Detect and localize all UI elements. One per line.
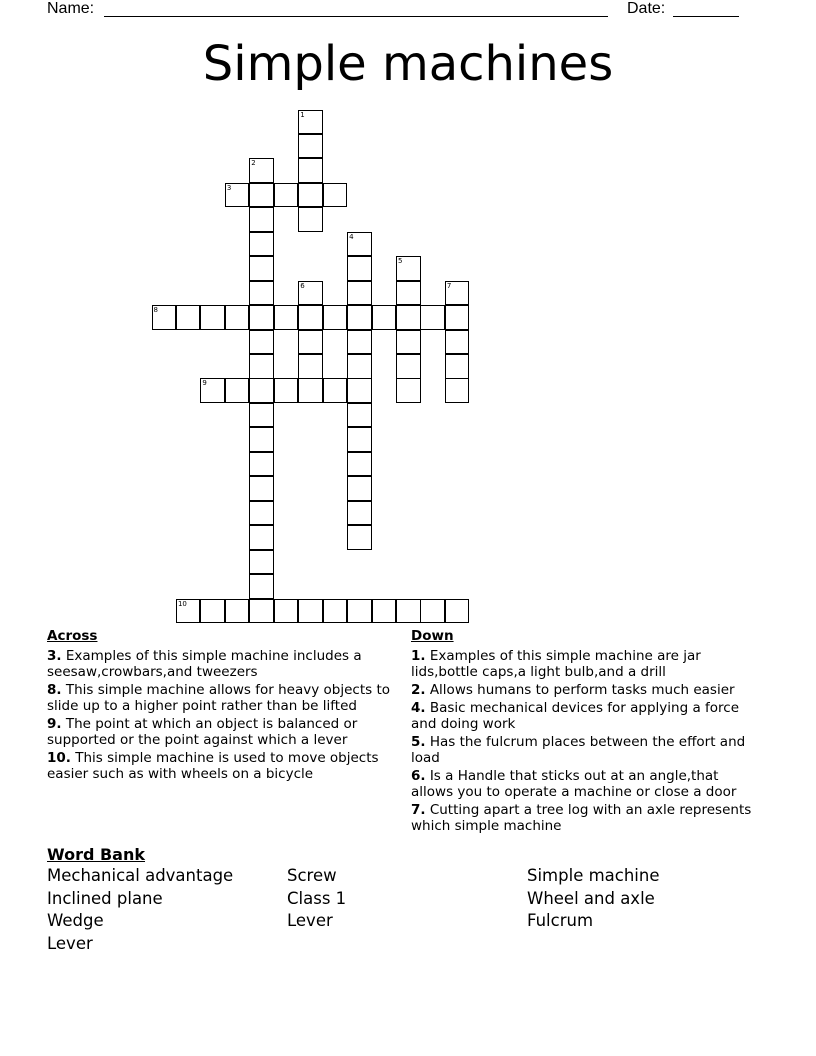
grid-cell[interactable] (323, 378, 348, 403)
grid-cell[interactable] (396, 330, 421, 355)
across-clue (47, 716, 399, 748)
grid-cell[interactable] (152, 305, 177, 330)
grid-cell[interactable] (249, 207, 274, 232)
down-clues (411, 628, 761, 836)
grid-cell[interactable] (347, 330, 372, 355)
down-clue (411, 802, 761, 834)
grid-cell[interactable] (298, 354, 323, 379)
grid-cell[interactable] (225, 599, 250, 624)
clue-text: Has the fulcrum places between the effort and load (411, 734, 746, 766)
clue-number-label: 9. (47, 716, 62, 732)
word-bank-word: Class 1 (287, 888, 347, 908)
grid-cell[interactable] (249, 452, 274, 477)
grid-cell[interactable] (249, 574, 274, 599)
grid-cell[interactable] (396, 305, 421, 330)
grid-cell[interactable] (347, 525, 372, 550)
grid-cell[interactable] (298, 110, 323, 135)
grid-cell[interactable] (298, 378, 323, 403)
clue-number-label: 10. (47, 750, 71, 766)
grid-cell[interactable] (445, 599, 470, 624)
word-bank-word: Wheel and axle (527, 888, 655, 908)
grid-cell[interactable] (249, 330, 274, 355)
grid-cell[interactable] (372, 599, 397, 624)
grid-cell[interactable] (200, 378, 225, 403)
clue-text: Examples of this simple machine includes a seesaw,crowbars,and tweezers (47, 648, 362, 680)
grid-cell[interactable] (274, 183, 299, 208)
clue-number-label: 4. (411, 700, 426, 716)
grid-cell[interactable] (445, 330, 470, 355)
grid-cell[interactable] (396, 256, 421, 281)
down-clue (411, 700, 761, 732)
grid-cell[interactable] (347, 452, 372, 477)
across-heading: Across (47, 628, 98, 644)
grid-cell[interactable] (249, 599, 274, 624)
grid-cell[interactable] (347, 281, 372, 306)
clue-text: Is a Handle that sticks out at an angle,that allows you to operate a machine or close a door (411, 768, 737, 800)
clue-number: 9 (202, 379, 207, 388)
word-bank-word: Simple machine (527, 866, 660, 885)
grid-cell[interactable] (298, 281, 323, 306)
grid-cell[interactable] (176, 599, 201, 624)
grid-cell[interactable] (274, 378, 299, 403)
grid-cell[interactable] (323, 599, 348, 624)
clue-number-label: 7. (411, 802, 426, 818)
grid-cell[interactable] (445, 378, 470, 403)
across-clue-list (47, 648, 399, 782)
word-bank-word: Fulcrum (527, 911, 594, 930)
clue-text: This simple machine is used to move objects easier such as with wheels on a bicycle (47, 750, 379, 782)
grid-cell[interactable] (249, 232, 274, 257)
word-bank-word: Mechanical advantage (47, 866, 234, 885)
grid-cell[interactable] (225, 183, 250, 208)
grid-cell[interactable] (396, 354, 421, 379)
across-clue (47, 648, 399, 680)
grid-cell[interactable] (249, 183, 274, 208)
grid-cell[interactable] (249, 550, 274, 575)
clue-number: 1 (300, 110, 305, 119)
word-bank-word: Lever (287, 911, 333, 930)
grid-cell[interactable] (249, 281, 274, 306)
grid-cell[interactable] (249, 501, 274, 526)
clue-text: Cutting apart a tree log with an axle represents which simple machine (411, 802, 752, 834)
grid-cell[interactable] (298, 599, 323, 624)
grid-cell[interactable] (249, 403, 274, 428)
across-clue (47, 682, 399, 714)
clue-number-label: 3. (47, 648, 62, 664)
grid-cell[interactable] (445, 281, 470, 306)
across-clue (47, 750, 399, 782)
grid-cell[interactable] (420, 599, 445, 624)
grid-cell[interactable] (200, 599, 225, 624)
grid-cell[interactable] (420, 305, 445, 330)
clue-number: 10 (177, 599, 187, 608)
grid-cell[interactable] (347, 427, 372, 452)
grid-cell[interactable] (249, 354, 274, 379)
clue-number: 7 (446, 281, 452, 290)
grid-cell[interactable] (445, 305, 470, 330)
clue-text: Examples of this simple machine are jar lids,bottle caps,a light bulb,and a drill (411, 648, 701, 680)
grid-cell[interactable] (347, 599, 372, 624)
grid-cell[interactable] (298, 183, 323, 208)
clue-text: This simple machine allows for heavy objects to slide up to a higher point rather than be lifted (47, 682, 390, 714)
clue-text: Allows humans to perform tasks much easier (425, 682, 735, 698)
clue-text: Basic mechanical devices for applying a force and doing work (411, 700, 740, 732)
clue-number-label: 8. (47, 682, 62, 698)
grid-cell[interactable] (249, 256, 274, 281)
grid-cell[interactable] (298, 330, 323, 355)
word-bank-title: Word Bank (47, 845, 146, 864)
grid-cell[interactable] (225, 305, 250, 330)
grid-cell[interactable] (323, 183, 348, 208)
grid-cell[interactable] (249, 305, 274, 330)
grid-cell[interactable] (298, 158, 323, 183)
grid-cell[interactable] (347, 403, 372, 428)
clue-number: 3 (226, 183, 232, 192)
grid-cell[interactable] (200, 305, 225, 330)
word-bank-word: Wedge (47, 911, 104, 930)
clue-text: The point at which an object is balanced or supported or the point against which a lever (47, 716, 358, 748)
down-clue (411, 734, 761, 766)
word-bank-word: Inclined plane (47, 888, 163, 908)
page-title: Simple machines (202, 36, 614, 92)
clue-number-label: 1. (411, 648, 426, 664)
clue-number: 5 (398, 257, 403, 266)
down-clue (411, 682, 761, 698)
word-bank-list (47, 865, 767, 965)
grid-cell[interactable] (249, 476, 274, 501)
grid-cell[interactable] (249, 378, 274, 403)
grid-cell[interactable] (347, 305, 372, 330)
grid-cell[interactable] (347, 378, 372, 403)
clue-number: 8 (153, 306, 158, 315)
grid-cell[interactable] (249, 525, 274, 550)
grid-cell[interactable] (298, 207, 323, 232)
down-clue-list (411, 648, 761, 834)
clue-number-label: 2. (411, 682, 426, 698)
grid-cell[interactable] (176, 305, 201, 330)
down-clue (411, 768, 761, 800)
clue-number: 6 (300, 281, 305, 290)
grid-cell[interactable] (225, 378, 250, 403)
date-label: Date: (627, 0, 666, 17)
grid-cell[interactable] (298, 305, 323, 330)
grid-cell[interactable] (347, 256, 372, 281)
grid-cell[interactable] (298, 134, 323, 159)
across-clues (47, 628, 399, 784)
down-heading: Down (411, 628, 454, 644)
grid-cell[interactable] (396, 599, 421, 624)
clue-number-label: 6. (411, 768, 426, 784)
clue-number-label: 5. (411, 734, 426, 750)
grid-cell[interactable] (396, 378, 421, 403)
name-label: Name: (47, 0, 95, 17)
down-clue (411, 648, 761, 680)
grid-cell[interactable] (372, 305, 397, 330)
grid-cell[interactable] (347, 232, 372, 257)
grid-cell[interactable] (445, 354, 470, 379)
clue-number: 2 (251, 159, 256, 168)
grid-cell[interactable] (347, 501, 372, 526)
grid-cell[interactable] (274, 305, 299, 330)
word-bank-word: Lever (47, 933, 93, 953)
word-bank (47, 845, 767, 965)
grid-cell[interactable] (323, 305, 348, 330)
clue-number: 4 (349, 232, 354, 241)
grid-cell[interactable] (396, 281, 421, 306)
grid-cell[interactable] (274, 599, 299, 624)
word-bank-word: Screw (287, 866, 337, 885)
grid-cell[interactable] (347, 476, 372, 501)
grid-cell[interactable] (249, 427, 274, 452)
grid-cell[interactable] (347, 354, 372, 379)
grid-cell[interactable] (249, 158, 274, 183)
